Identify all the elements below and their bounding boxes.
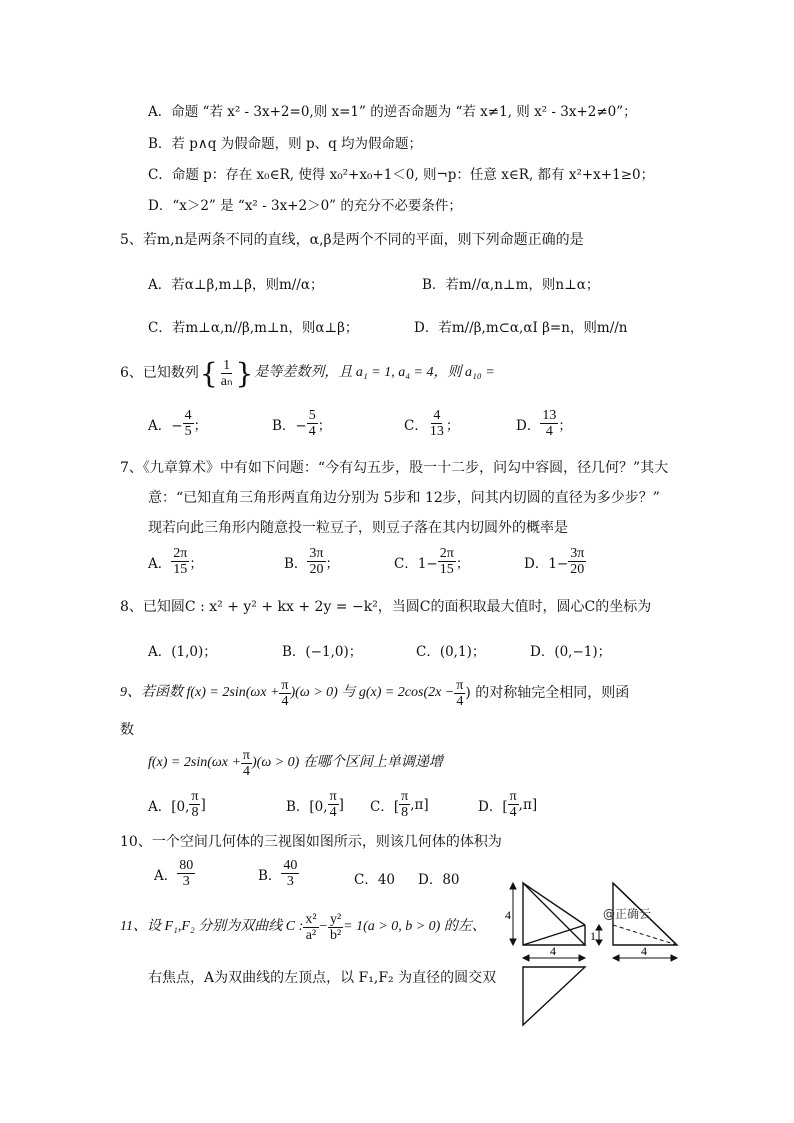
q4-option-d: D．“x＞2” 是 “x² - 3x+2＞0” 的充分不必要条件； [148, 198, 462, 214]
label-side-base-4: 4 [641, 944, 647, 958]
q4-option-b: B．若 p∧q 为假命题，则 p、q 均为假命题； [148, 136, 423, 152]
q6-prefix: 6、已知数列 [120, 365, 199, 382]
q5-option-b: B．若m//α,n⊥m，则n⊥α； [422, 277, 600, 293]
q8-option-b: B．(−1,0)； [282, 644, 363, 660]
label-1: 1 [590, 929, 596, 943]
q9-option-a: A．[0, $\frac{\pi}{8}$ ] [148, 789, 206, 821]
watermark: @正确云 [603, 907, 652, 921]
q10-stem: 10、一个空间几何体的三视图如图所示，则该几何体的体积为 [120, 834, 502, 850]
q7-line-1: 7、《九章算术》中有如下问题：“今有勾五步，股一十二步，问勾中容圆，径几何？”其大 [120, 460, 669, 476]
q5-option-a: A．若α⊥β,m⊥β，则m//α； [148, 277, 324, 293]
q5-option-c: C．若m⊥α,n//β,m⊥n，则α⊥β； [148, 320, 359, 336]
q9-option-b: B．[0, $\frac{\pi}{4}$ ] [286, 789, 344, 821]
q6-reciprocal-fraction: $\frac{1}{\text{aₙ}}$ [220, 357, 233, 390]
q10-option-b: B． $\frac{40}{3}$ [258, 858, 298, 890]
q10-option-d: D．80 [418, 872, 460, 888]
q8-stem: 8、已知圆C : x² + y² + kx + 2y = −k²，当圆C的面积取最大值时，圆心C的坐标为 [120, 599, 652, 615]
q4-option-c: C．命题 p：存在 x₀∈R, 使得 x₀²+x₀+1＜0, 则¬p：任意 x∈R, 都有 x²+x+1≥0； [148, 167, 655, 183]
label-front-base-4: 4 [550, 944, 556, 958]
q9-line-2: 数 [120, 722, 134, 738]
top-view [523, 967, 585, 1025]
label-height-4: 4 [505, 908, 511, 922]
q8-option-c: C．(0,1)； [416, 644, 486, 660]
q6-option-c: C． $\frac{4}{13}$ ； [404, 408, 460, 440]
q5-stem: 5、若m,n是两条不同的直线，α,β是两个不同的平面，则下列命题正确的是 [120, 232, 584, 248]
q6-stem: 6、已知数列 { $\frac{1}{\text{aₙ}}$ } 是等差数列，且 a₁ = 1, a₄ = 4，则 a₁₀ = [120, 357, 495, 390]
q5-option-d: D．若m//β,m⊂α,αI β=n，则m//n [414, 320, 628, 336]
q9-line-1: 9、若函数 f(x) = 2sin(ωx + $\frac{\pi}{4}$ )(ω > 0) 与 g(x) = 2cos(2x − $\frac{\pi}{4}$ ) 的对称轴完全相同，则函 [120, 678, 630, 710]
q10-option-c: C．40 [354, 872, 396, 888]
front-view [523, 883, 585, 945]
q7-line-2: 意：“已知直角三角形两直角边分别为 5步和 12步，问其内切圆的直径为多少步？” [148, 490, 660, 506]
q8-option-d: D．(0,−1)； [530, 644, 612, 660]
q9-option-d: D．[ $\frac{\pi}{4}$ ,π] [478, 789, 538, 821]
q11-line-1: 11、设 F₁,F₂ 分别为双曲线 C : $\frac{\text{x²}}{\text{a²}}$ − $\frac{\text{y²}}{\text{b²}}$ = 1(a > 0, b > 0) 的左、 [120, 912, 486, 944]
q6-option-b: B．− $\frac{5}{4}$ ； [272, 408, 332, 440]
q9-line-3: f(x) = 2sin(ωx + $\frac{\pi}{4}$ )(ω > 0) 在哪个区间上单调递增 [148, 748, 443, 780]
q7-option-a: A． $\frac{2\pi}{15}$ ； [148, 546, 203, 578]
q7-line-3: 现若向此三角形内随意投一粒豆子，则豆子落在其内切圆外的概率是 [148, 520, 568, 536]
q4-option-a: A．命题 “若 x² - 3x+2=0,则 x=1” 的逆否命题为 “若 x≠1, 则 x² - 3x+2≠0”； [148, 104, 637, 120]
q6-option-a: A．− $\frac{4}{5}$ ； [148, 408, 208, 440]
small-height-dimension [596, 925, 602, 945]
q10-option-a: A． $\frac{80}{3}$ [154, 858, 194, 890]
q11-line-2: 右焦点，A为双曲线的左顶点，以 F₁,F₂ 为直径的圆交双 [148, 970, 497, 986]
q9-option-c: C．[ $\frac{\pi}{8}$ ,π] [370, 789, 429, 821]
q8-option-a: A．(1,0)； [148, 644, 217, 660]
q7-option-c: C．1− $\frac{2\pi}{15}$ ； [394, 546, 470, 578]
three-view-figure [505, 875, 695, 1030]
q7-option-b: B． $\frac{3\pi}{20}$ ； [284, 546, 339, 578]
q6-suffix: 是等差数列，且 a₁ = 1, a₄ = 4，则 a₁₀ = [254, 365, 495, 381]
q7-option-d: D．1− $\frac{3\pi}{20}$ [524, 546, 585, 578]
q6-option-d: D． $\frac{13}{4}$ ； [516, 408, 572, 440]
